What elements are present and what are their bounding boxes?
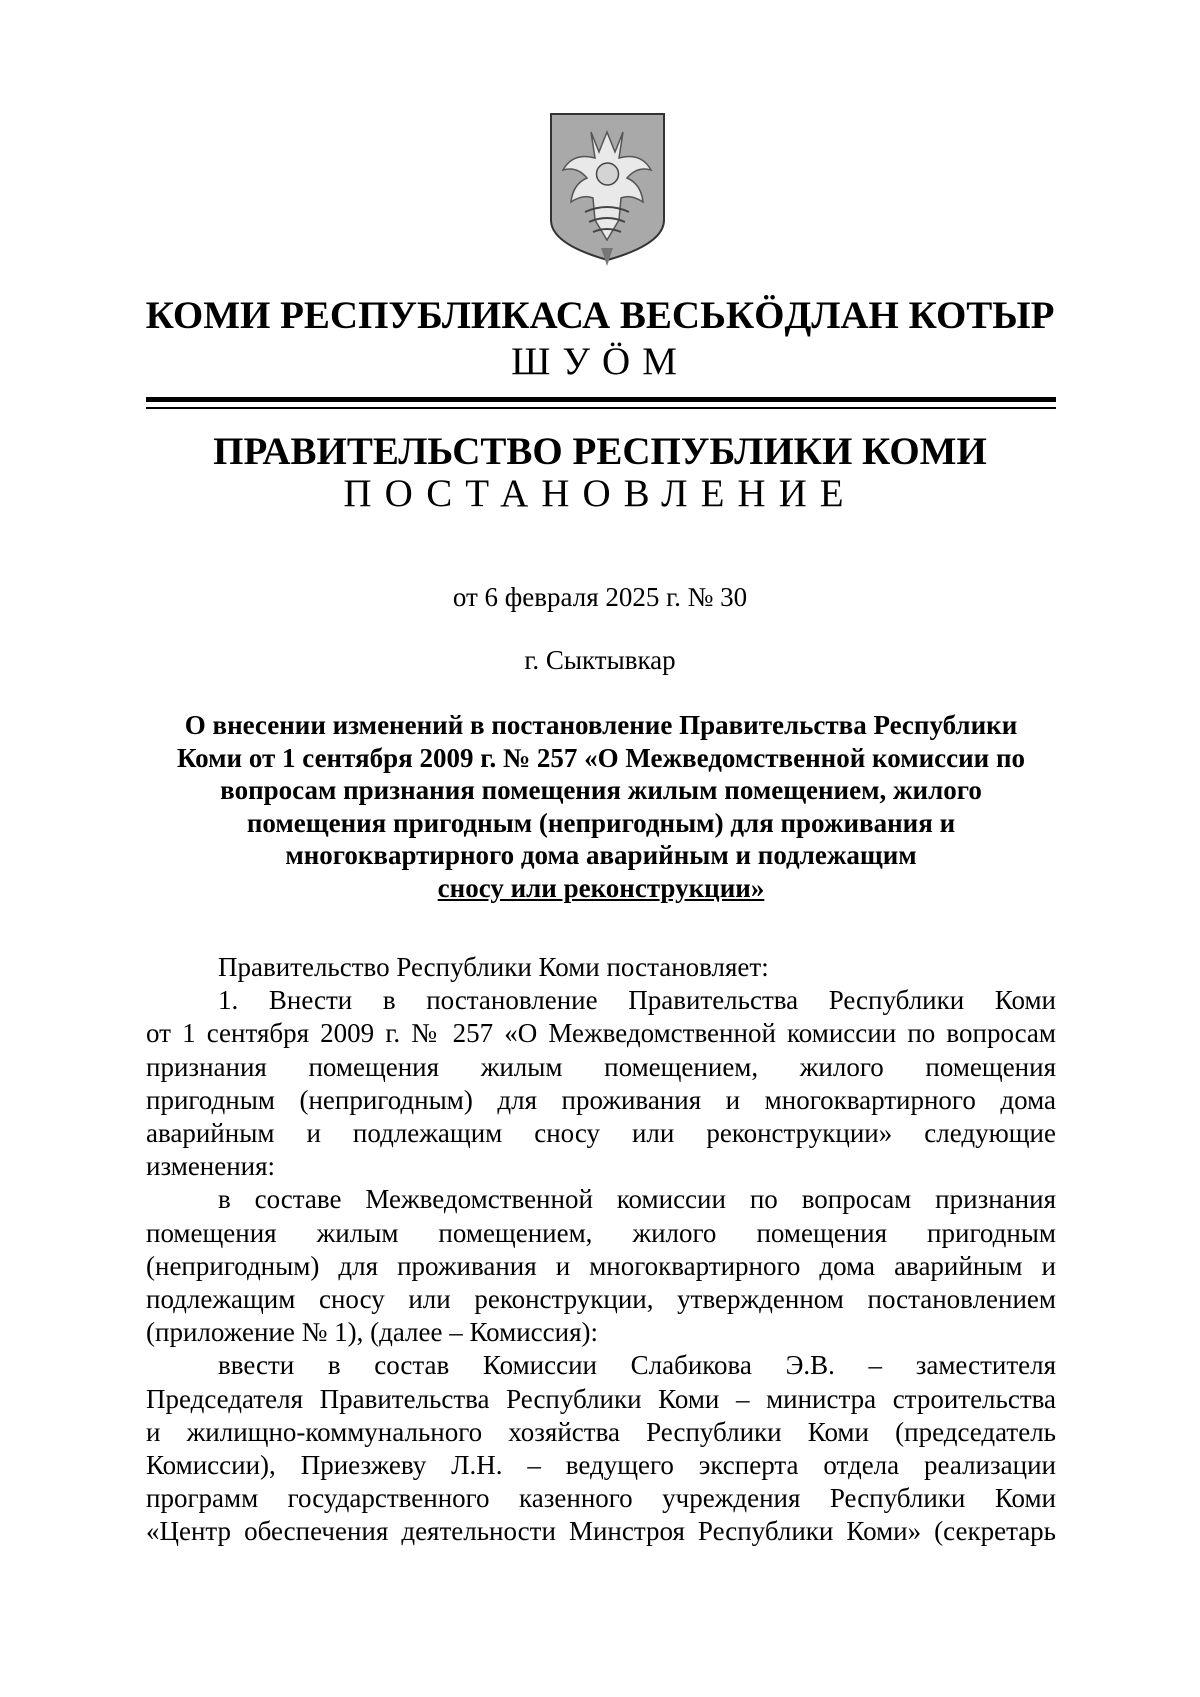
body-line: от 1 сентября 2009 г. № 257 «О Межведомственной комиссии по вопросам	[146, 1018, 1056, 1049]
komi-government-title: КОМИ РЕСПУБЛИКАСА ВЕСЬКÖДЛАН КОТЫР	[145, 294, 1055, 337]
subject-line: О внесении изменений в постановление Правительства Республики	[184, 710, 1018, 740]
body-line: и жилищно-коммунального хозяйства Республики Коми (председатель	[146, 1416, 1056, 1447]
document-body	[146, 951, 1056, 1549]
coat-of-arms-emblem	[545, 108, 670, 268]
intro-paragraph: Правительство Республики Коми постановляет:	[218, 952, 769, 982]
body-line: Председателя Правительства Республики Коми – министра строительства	[146, 1383, 1056, 1414]
body-line: 1. Внести в постановление Правительства Республики Коми	[218, 985, 1056, 1016]
body-line: изменения:	[146, 1151, 276, 1182]
body-line: программ государственного казенного учреждения Республики Коми	[146, 1483, 1056, 1514]
russian-government-title: ПРАВИТЕЛЬСТВО РЕСПУБЛИКИ КОМИ	[213, 430, 987, 473]
russian-document-type: ПОСТАНОВЛЕНИЕ	[343, 472, 857, 515]
body-line: аварийным и подлежащим сносу или реконструкции» следующие	[146, 1118, 1056, 1149]
subject-line: помещения пригодным (непригодным) для проживания и	[246, 807, 956, 838]
paragraph-1	[146, 984, 1056, 1183]
body-line: «Центр обеспечения деятельности Минстроя Республики Коми» (секретарь	[146, 1516, 1056, 1547]
subject-line: Коми от 1 сентября 2009 г. № 257 «О Межведомственной комиссии по	[176, 742, 1026, 773]
body-line: пригодным (непригодным) для проживания и многоквартирного дома	[146, 1084, 1056, 1115]
document-date-number: от 6 февраля 2025 г. № 30	[452, 582, 748, 612]
header-divider-thin	[146, 407, 1056, 409]
paragraph-3	[146, 1349, 1056, 1548]
body-line: помещения жилым помещением, жилого помещения пригодным	[146, 1217, 1056, 1248]
paragraph-2	[146, 1183, 1056, 1349]
header-divider-thick	[146, 397, 1056, 402]
body-line: в составе Межведомственной комиссии по вопросам признания	[218, 1184, 1056, 1215]
subject-line: многоквартирного дома аварийным и подлежащим	[285, 840, 917, 871]
body-line: Комиссии), Приезжеву Л.Н. – ведущего эксперта отдела реализации	[146, 1450, 1056, 1481]
body-line: (непригодным) для проживания и многоквартирного дома аварийным и	[146, 1250, 1056, 1281]
body-line: подлежащим сносу или реконструкции, утвержденном постановлением	[146, 1284, 1056, 1315]
body-line: (приложение № 1), (далее – Комиссия):	[146, 1317, 599, 1348]
subject-line-underlined: сносу или реконструкции»	[437, 872, 765, 903]
document-city: г. Сыктывкар	[524, 645, 676, 675]
body-line: признания помещения жилым помещением, жилого помещения	[146, 1051, 1056, 1082]
komi-document-type: ШУÖМ	[511, 340, 689, 383]
body-line: ввести в состав Комиссии Слабикова Э.В. – заместителя	[218, 1350, 1056, 1381]
subject-line	[146, 872, 1056, 905]
subject-line: вопросам признания помещения жилым помещением, жилого	[220, 775, 982, 806]
document-subject	[146, 709, 1056, 905]
